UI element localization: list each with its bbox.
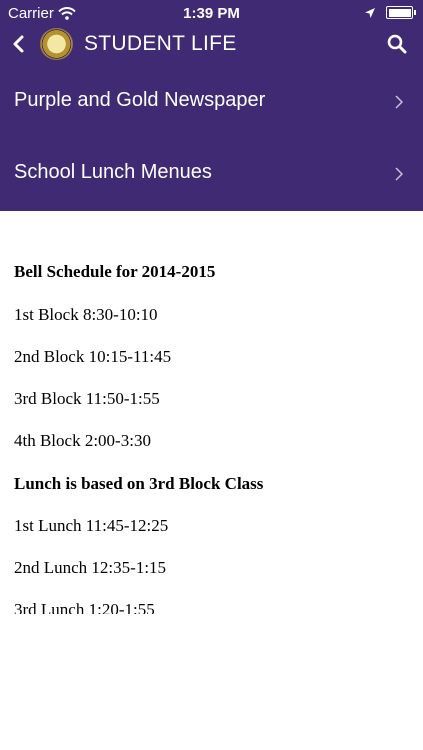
status-bar: [0, 0, 423, 28]
bell-schedule-heading: Bell Schedule for 2014-2015: [14, 262, 216, 281]
menu-item-newspaper[interactable]: [0, 67, 423, 139]
header: [0, 0, 423, 211]
clock: 1:39 PM: [183, 5, 240, 22]
navbar: [0, 28, 423, 62]
chevron-right-icon: [395, 167, 403, 181]
page-title: STUDENT LIFE: [84, 32, 237, 55]
lunch-line: 2nd Lunch 12:35-1:15: [14, 558, 167, 577]
back-chevron-icon[interactable]: [10, 34, 26, 54]
battery-icon: [386, 6, 413, 19]
schedule-line: 2nd Block 10:15-11:45: [14, 347, 172, 366]
menu-item-lunch-menus[interactable]: [0, 139, 423, 211]
carrier-label: Carrier: [8, 5, 54, 22]
lunch-line: 3rd Lunch 1:20-1:55: [14, 600, 155, 614]
search-icon[interactable]: [387, 34, 407, 54]
lunch-heading: Lunch is based on 3rd Block Class: [14, 474, 264, 493]
content-area: [0, 250, 423, 614]
status-right: [364, 6, 413, 19]
schedule-line: 1st Block 8:30-10:10: [14, 305, 158, 324]
menu-item-label: Purple and Gold Newspaper: [14, 89, 266, 111]
schedule-line: 3rd Block 11:50-1:55: [14, 389, 160, 408]
schedule-line: 4th Block 2:00-3:30: [14, 431, 151, 450]
chevron-right-icon: [395, 95, 403, 109]
school-crest-logo: [40, 28, 73, 60]
menu-item-label: School Lunch Menues: [14, 161, 212, 183]
location-arrow-icon: [364, 7, 376, 19]
lunch-line: 1st Lunch 11:45-12:25: [14, 516, 169, 535]
